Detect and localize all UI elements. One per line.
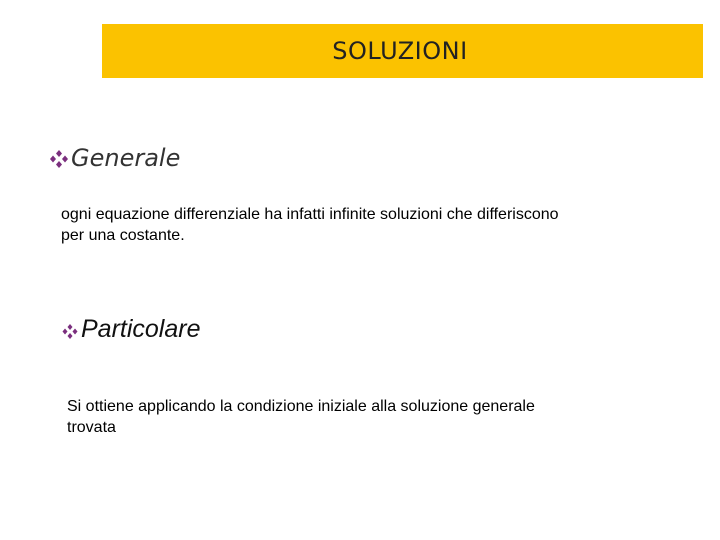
section-general-text	[61, 204, 651, 246]
text-line: per una costante.	[61, 227, 185, 244]
text-line: Si ottiene applicando la condizione iniziale alla soluzione generale	[67, 398, 535, 415]
diamond-bullet-icon	[48, 149, 70, 169]
text-line: ogni equazione differenziale ha infatti infinite soluzioni che differiscono	[61, 206, 559, 223]
diamond-bullet-icon	[61, 323, 79, 340]
section-particular-text	[67, 396, 627, 438]
section-general-heading	[48, 144, 180, 172]
section-heading: Generale	[71, 144, 181, 172]
title-bar	[102, 24, 703, 78]
section-heading: Particolare	[81, 315, 201, 343]
section-particular-heading	[61, 315, 201, 344]
slide-title: SOLUZIONI	[332, 37, 468, 65]
text-line: trovata	[67, 419, 116, 436]
